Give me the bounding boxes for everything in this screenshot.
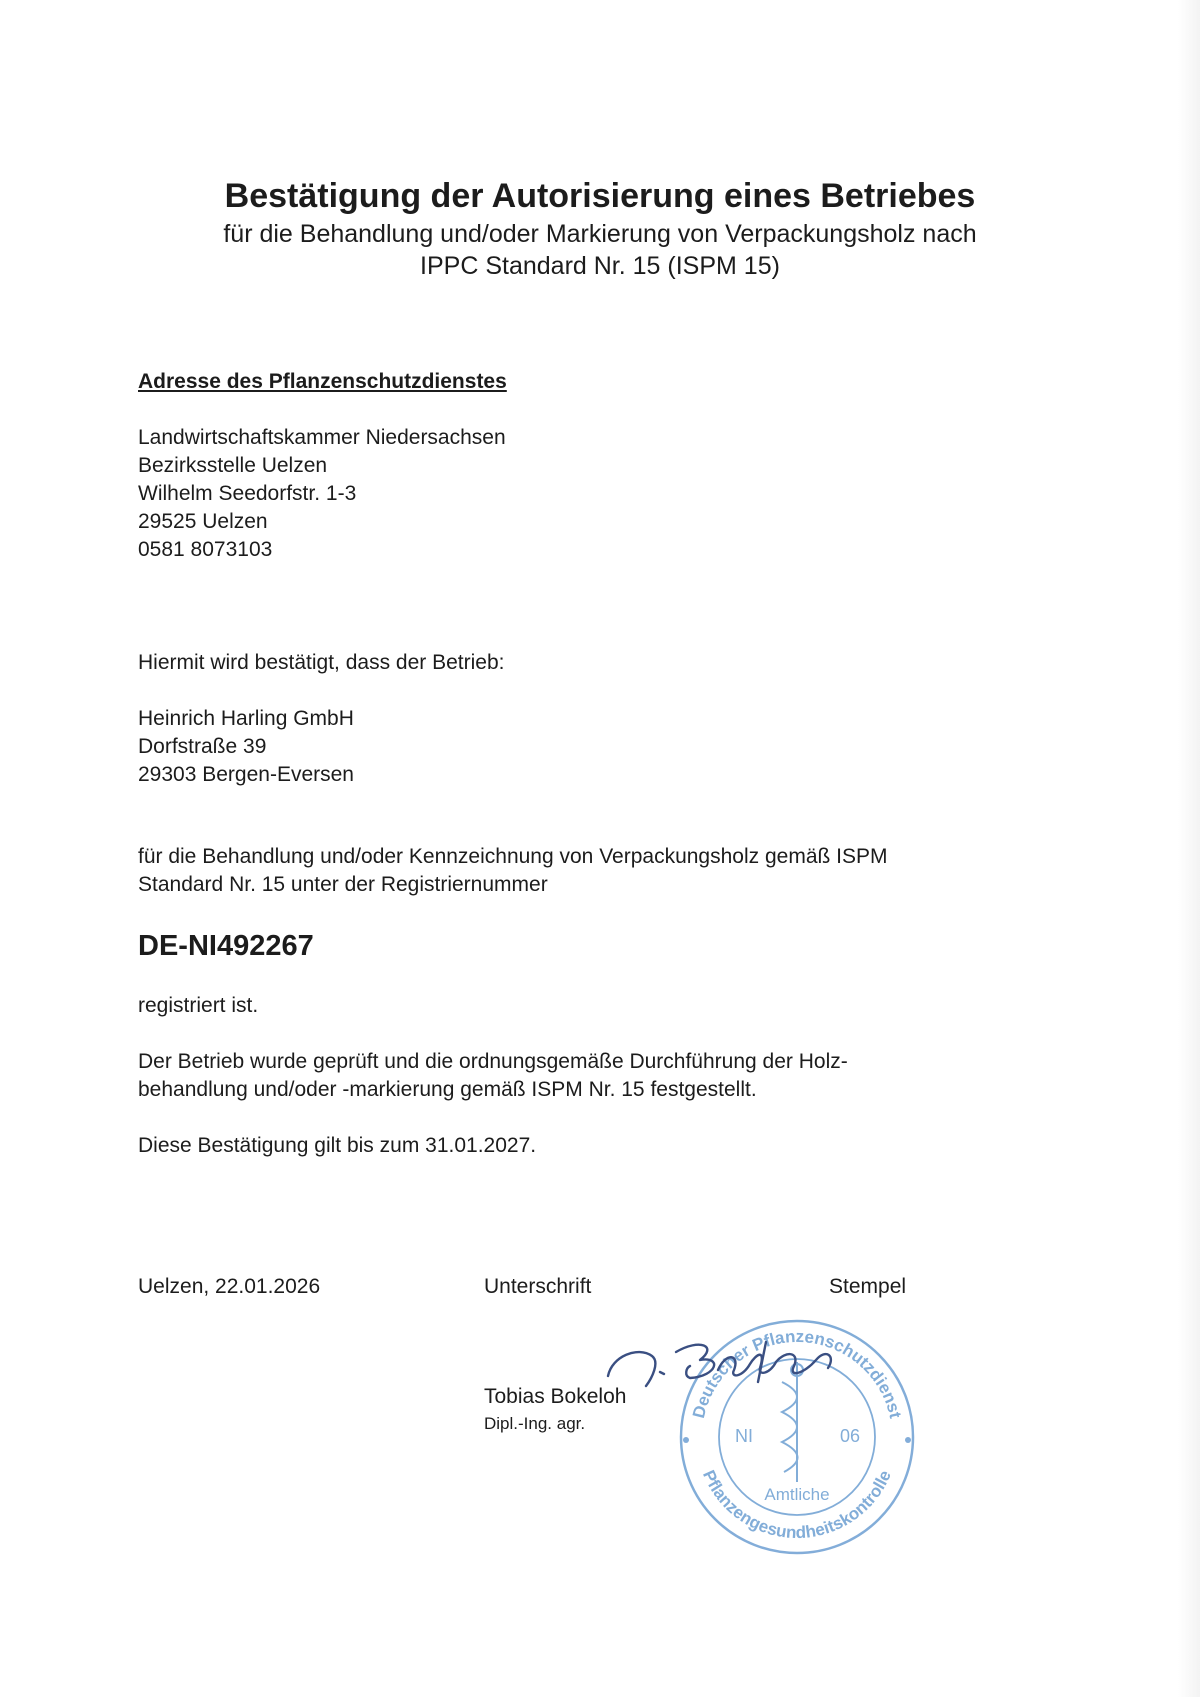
place-date: Uelzen, 22.01.2026 <box>138 1275 321 1298</box>
stamp-text-top: Deutscher Pflanzenschutzdienst <box>688 1326 905 1421</box>
purpose-line-1: für die Behandlung und/oder Kennzeichnung von Verpackungsholz gemäß ISPM <box>138 845 888 868</box>
confirmation-intro: Hiermit wird bestätigt, dass der Betrieb: <box>138 651 505 674</box>
service-address-line: Wilhelm Seedorfstr. 1-3 <box>138 482 357 505</box>
document-subtitle-line-2: IPPC Standard Nr. 15 (ISPM 15) <box>420 252 780 280</box>
registration-number: DE-NI492267 <box>138 930 314 962</box>
stamp-right-code: 06 <box>839 1426 861 1446</box>
registered-text: registriert ist. <box>138 994 259 1017</box>
stamp-left-code: NI <box>735 1426 753 1446</box>
signature-image <box>590 1316 850 1416</box>
signature-label: Unterschrift <box>484 1275 592 1298</box>
stamp-text-bottom: Pflanzengesundheitskontrolle <box>699 1467 895 1543</box>
stamp-inner-text: Amtliche <box>764 1485 830 1504</box>
purpose-line-2: Standard Nr. 15 unter der Registriernummer <box>138 873 548 896</box>
validity-text: Diese Bestätigung gilt bis zum 31.01.2027. <box>138 1134 537 1157</box>
company-name: Heinrich Harling GmbH <box>138 707 354 730</box>
inspection-line-1: Der Betrieb wurde geprüft und die ordnungsgemäße Durchführung der Holz- <box>138 1050 848 1073</box>
signer-title: Dipl.-Ing. agr. <box>484 1414 586 1433</box>
company-city: 29303 Bergen-Eversen <box>138 763 354 786</box>
document-subtitle-line-1: für die Behandlung und/oder Markierung von Verpackungsholz nach <box>223 220 977 248</box>
company-street: Dorfstraße 39 <box>138 735 267 758</box>
inspection-line-2: behandlung und/oder -markierung gemäß ISPM Nr. 15 festgestellt. <box>138 1078 757 1101</box>
service-address-line: Landwirtschaftskammer Niedersachsen <box>138 426 506 449</box>
signer-name: Tobias Bokeloh <box>484 1385 627 1408</box>
document-title: Bestätigung der Autorisierung eines Betriebes <box>224 177 976 215</box>
stamp-label: Stempel <box>829 1275 907 1298</box>
service-address-line: Bezirksstelle Uelzen <box>138 454 328 477</box>
service-phone: 0581 8073103 <box>138 538 273 561</box>
service-address-line: 29525 Uelzen <box>138 510 268 533</box>
service-address-heading: Adresse des Pflanzenschutzdienstes <box>138 370 507 393</box>
